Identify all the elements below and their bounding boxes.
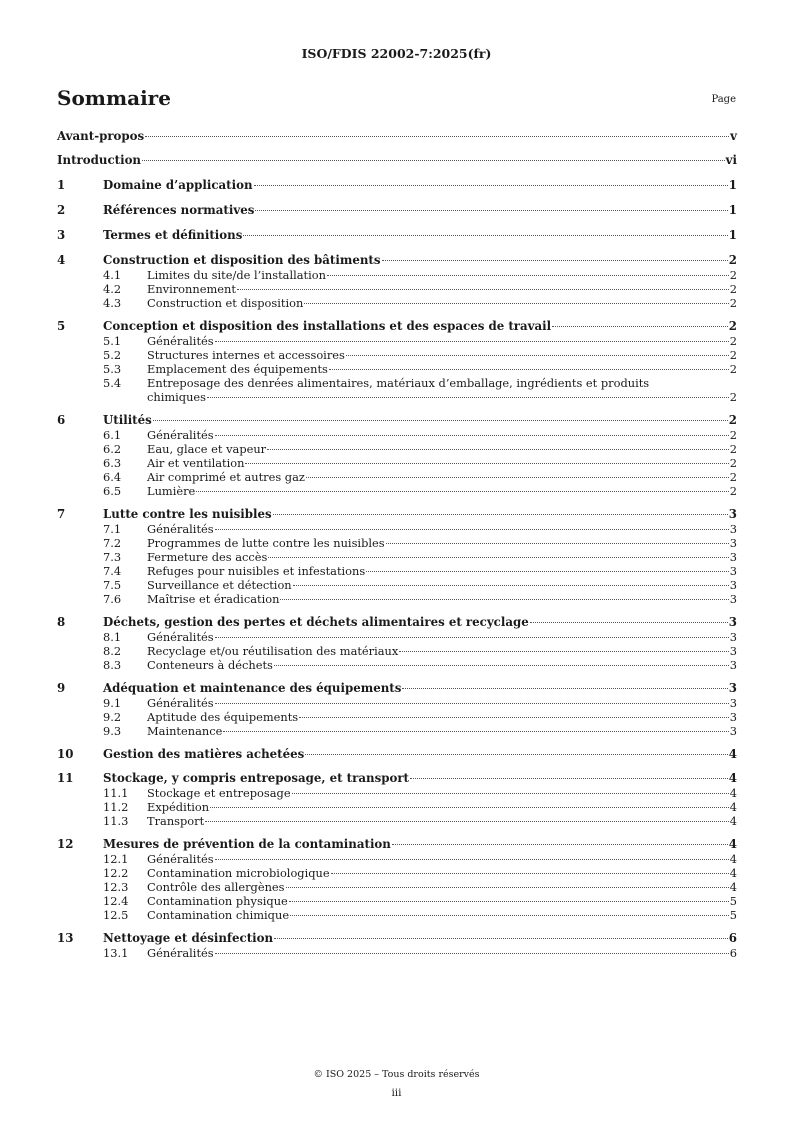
toc-entry-label: Généralités bbox=[147, 522, 214, 536]
toc-entry-page: 2 bbox=[728, 253, 737, 267]
toc-entry-page: 4 bbox=[728, 747, 737, 761]
toc-subsection-entry[interactable] bbox=[57, 550, 737, 564]
toc-entry-label: Structures internes et accessoires bbox=[147, 348, 345, 362]
toc-entry-number: 8.1 bbox=[103, 630, 122, 644]
toc-entry-label: Recyclage et/ou réutilisation des matériaux bbox=[147, 644, 399, 658]
toc-entry-number: 7.3 bbox=[103, 550, 122, 564]
toc-entry-page: 2 bbox=[729, 470, 737, 484]
toc-subsection-entry[interactable] bbox=[57, 296, 737, 310]
toc-entry-number: 12.4 bbox=[103, 894, 129, 908]
toc-entry-number: 9.1 bbox=[103, 696, 122, 710]
toc-subsection-entry[interactable] bbox=[57, 724, 737, 738]
dot-leader bbox=[402, 688, 727, 689]
toc-entry-label: Contamination microbiologique bbox=[147, 866, 330, 880]
toc-entry-page: 2 bbox=[729, 334, 737, 348]
toc-section-entry[interactable] bbox=[57, 770, 737, 786]
toc-entry-label: Limites du site/de l’installation bbox=[147, 268, 326, 282]
toc-entry-number: 5.2 bbox=[103, 348, 122, 362]
toc-entry-number: 5 bbox=[57, 319, 66, 333]
toc-entry-page: 3 bbox=[729, 522, 737, 536]
toc-subsection-entry[interactable] bbox=[57, 522, 737, 536]
toc-entry-page: 2 bbox=[728, 319, 737, 333]
toc-subsection-entry[interactable] bbox=[57, 696, 737, 710]
dot-leader bbox=[530, 622, 728, 623]
dot-leader bbox=[145, 136, 729, 137]
dot-leader bbox=[223, 731, 728, 732]
toc-entry-page: 2 bbox=[729, 282, 737, 296]
dot-leader bbox=[237, 289, 729, 290]
toc-entry-label: Mesures de prévention de la contamination bbox=[103, 837, 391, 851]
toc-entry-page: 4 bbox=[729, 852, 737, 866]
toc-entry-label: Généralités bbox=[147, 946, 214, 960]
toc-entry-page: 3 bbox=[729, 536, 737, 550]
toc-section-entry[interactable] bbox=[57, 680, 737, 696]
dot-leader bbox=[386, 543, 729, 544]
toc-entry-page: 2 bbox=[729, 362, 737, 376]
toc-entry-label: Eau, glace et vapeur bbox=[147, 442, 267, 456]
toc-entry-page: 3 bbox=[728, 681, 737, 695]
toc-subsection-entry[interactable] bbox=[57, 786, 737, 800]
toc-entry-page: 3 bbox=[729, 564, 737, 578]
toc-entry-number: 6.3 bbox=[103, 456, 122, 470]
toc-entry-number: 3 bbox=[57, 228, 66, 242]
toc-entry-page: 6 bbox=[729, 946, 737, 960]
toc-entry-number: 5.1 bbox=[103, 334, 122, 348]
toc-entry-page: 1 bbox=[728, 228, 737, 242]
toc-entry-page: 2 bbox=[729, 296, 737, 310]
toc-subsection-entry[interactable] bbox=[57, 282, 737, 296]
toc-entry-number: 8.2 bbox=[103, 644, 122, 658]
toc-entry-number: 12.2 bbox=[103, 866, 129, 880]
dot-leader bbox=[305, 754, 728, 755]
toc-subsection-entry[interactable] bbox=[57, 362, 737, 376]
dot-leader bbox=[327, 275, 729, 276]
dot-leader bbox=[331, 873, 729, 874]
toc-entry-label: Air comprimé et autres gaz bbox=[147, 470, 305, 484]
toc-entry-number: 6.5 bbox=[103, 484, 122, 498]
dot-leader bbox=[274, 665, 729, 666]
toc-subsection-entry[interactable] bbox=[57, 800, 737, 814]
toc-subsection-entry[interactable] bbox=[57, 470, 737, 484]
page-column-label: Page bbox=[711, 94, 736, 105]
toc-entry-page: 5 bbox=[729, 908, 737, 922]
toc-entry-label: Contamination chimique bbox=[147, 908, 290, 922]
toc-subsection-entry[interactable] bbox=[57, 658, 737, 672]
toc-entry-label: Contrôle des allergènes bbox=[147, 880, 285, 894]
toc-entry-label: Construction et disposition des bâtiments bbox=[103, 253, 381, 267]
toc-entry-number: 1 bbox=[57, 178, 66, 192]
dot-leader bbox=[215, 953, 729, 954]
dot-leader bbox=[329, 369, 729, 370]
toc-entry-number: 13.1 bbox=[103, 946, 129, 960]
toc-entry-number: 11.3 bbox=[103, 814, 129, 828]
toc-entry-page: 3 bbox=[729, 658, 737, 672]
dot-leader bbox=[254, 185, 728, 186]
dot-leader bbox=[273, 514, 728, 515]
dot-leader bbox=[215, 859, 729, 860]
toc-entry-label: Déchets, gestion des pertes et déchets alimentaires et recyclage bbox=[103, 615, 529, 629]
toc-entry-page: 4 bbox=[728, 771, 737, 785]
toc-entry-number: 6.2 bbox=[103, 442, 122, 456]
toc-entry-label: Fermeture des accès bbox=[147, 550, 268, 564]
toc-subsection-entry[interactable] bbox=[57, 592, 737, 606]
toc-entry-label: Généralités bbox=[147, 334, 214, 348]
toc-entry-label: Gestion des matières achetées bbox=[103, 747, 305, 761]
toc-entry-page: 4 bbox=[729, 786, 737, 800]
toc-entry-label: Programmes de lutte contre les nuisibles bbox=[147, 536, 385, 550]
toc-entry-label: Adéquation et maintenance des équipements bbox=[103, 681, 402, 695]
dot-leader bbox=[210, 807, 729, 808]
toc-section-entry[interactable] bbox=[57, 318, 737, 334]
toc-subsection-entry[interactable] bbox=[57, 644, 737, 658]
table-of-contents bbox=[57, 129, 737, 960]
toc-section-entry[interactable] bbox=[57, 746, 737, 762]
toc-entry-page: 5 bbox=[729, 894, 737, 908]
dot-leader bbox=[280, 599, 728, 600]
toc-entry-number: 6 bbox=[57, 413, 66, 427]
toc-entry-label: Entreposage des denrées alimentaires, matériaux d’emballage, ingrédients et produits bbox=[147, 376, 650, 390]
toc-entry-page: 2 bbox=[729, 442, 737, 456]
dot-leader bbox=[292, 793, 729, 794]
toc-entry-number: 4.1 bbox=[103, 268, 122, 282]
toc-entry-label: Air et ventilation bbox=[147, 456, 245, 470]
toc-entry-label: Lumière bbox=[147, 484, 196, 498]
dot-leader bbox=[267, 449, 729, 450]
toc-entry-page: 4 bbox=[729, 800, 737, 814]
toc-entry-number: 11 bbox=[57, 771, 74, 785]
toc-entry-number: 10 bbox=[57, 747, 74, 761]
toc-entry-label: Généralités bbox=[147, 852, 214, 866]
toc-subsection-entry[interactable] bbox=[57, 268, 737, 282]
toc-subsection-entry[interactable] bbox=[57, 536, 737, 550]
toc-entry-page: vi bbox=[725, 153, 737, 167]
toc-subsection-entry[interactable] bbox=[57, 880, 737, 894]
toc-entry-number: 7.2 bbox=[103, 536, 122, 550]
dot-leader bbox=[552, 326, 728, 327]
toc-entry-label: Aptitude des équipements bbox=[147, 710, 299, 724]
toc-entry-page: 6 bbox=[728, 931, 737, 945]
toc-subsection-entry[interactable] bbox=[57, 630, 737, 644]
toc-entry-page: 3 bbox=[729, 710, 737, 724]
toc-entry-label: Termes et définitions bbox=[103, 228, 243, 242]
toc-entry-number: 12.1 bbox=[103, 852, 129, 866]
dot-leader bbox=[207, 397, 729, 398]
toc-subsection-entry[interactable] bbox=[57, 710, 737, 724]
toc-entry-number: 6.4 bbox=[103, 470, 122, 484]
toc-entry-number: 11.1 bbox=[103, 786, 129, 800]
toc-entry-page: 2 bbox=[728, 413, 737, 427]
document-id-header: ISO/FDIS 22002-7:2025(fr) bbox=[301, 46, 492, 61]
toc-entry[interactable] bbox=[57, 376, 737, 404]
dot-leader bbox=[274, 938, 728, 939]
dot-leader bbox=[196, 491, 728, 492]
toc-entry-page: 1 bbox=[728, 203, 737, 217]
toc-entry-label: Généralités bbox=[147, 696, 214, 710]
toc-entry-label: Refuges pour nuisibles et infestations bbox=[147, 564, 366, 578]
toc-entry-number: 7.4 bbox=[103, 564, 122, 578]
toc-entry-label: Conteneurs à déchets bbox=[147, 658, 273, 672]
toc-entry-number: 7.1 bbox=[103, 522, 122, 536]
toc-entry-label: Lutte contre les nuisibles bbox=[103, 507, 272, 521]
toc-entry-number: 12.3 bbox=[103, 880, 129, 894]
dot-leader bbox=[243, 235, 727, 236]
toc-entry-page: 2 bbox=[729, 268, 737, 282]
toc-subsection-entry[interactable] bbox=[57, 442, 737, 456]
toc-section-entry[interactable] bbox=[57, 506, 737, 522]
toc-entry-label: Contamination physique bbox=[147, 894, 288, 908]
toc-entry-page: 3 bbox=[729, 724, 737, 738]
toc-entry-label: Généralités bbox=[147, 428, 214, 442]
toc-entry-number: 9 bbox=[57, 681, 66, 695]
toc-entry-label: Introduction bbox=[57, 153, 142, 167]
toc-entry-number: 9.3 bbox=[103, 724, 122, 738]
dot-leader bbox=[399, 651, 728, 652]
toc-entry-label: Maîtrise et éradication bbox=[147, 592, 280, 606]
dot-leader bbox=[215, 703, 729, 704]
toc-entry-page: 2 bbox=[729, 484, 737, 498]
toc-entry-page: 4 bbox=[729, 880, 737, 894]
toc-entry-page: 3 bbox=[728, 507, 737, 521]
toc-entry-page: 3 bbox=[728, 615, 737, 629]
dot-leader bbox=[215, 435, 729, 436]
dot-leader bbox=[215, 341, 729, 342]
dot-leader bbox=[286, 887, 729, 888]
toc-entry-page: 3 bbox=[729, 644, 737, 658]
dot-leader bbox=[290, 915, 729, 916]
toc-entry-label: Expédition bbox=[147, 800, 210, 814]
toc-entry-label: Environnement bbox=[147, 282, 236, 296]
toc-subsection-entry[interactable] bbox=[57, 866, 737, 880]
dot-leader bbox=[205, 821, 729, 822]
toc-entry-number: 6.1 bbox=[103, 428, 122, 442]
toc-subsection-entry[interactable] bbox=[57, 484, 737, 498]
toc-subsection-entry[interactable] bbox=[57, 348, 737, 362]
toc-entry-number: 11.2 bbox=[103, 800, 129, 814]
toc-entry-label: Transport bbox=[147, 814, 205, 828]
toc-subsection-entry[interactable] bbox=[57, 564, 737, 578]
toc-entry-label: Domaine d’application bbox=[103, 178, 253, 192]
dot-leader bbox=[153, 420, 728, 421]
toc-entry-label: Stockage, y compris entreposage, et transport bbox=[103, 771, 409, 785]
toc-entry-page: 3 bbox=[729, 550, 737, 564]
toc-section-entry[interactable] bbox=[57, 202, 737, 218]
copyright-footer: © ISO 2025 – Tous droits réservés bbox=[313, 1069, 480, 1080]
toc-entry-number: 4 bbox=[57, 253, 66, 267]
toc-entry-label: Construction et disposition bbox=[147, 296, 304, 310]
toc-section-entry[interactable] bbox=[57, 930, 737, 946]
toc-entry-number: 5.3 bbox=[103, 362, 122, 376]
toc-entry-number: 8.3 bbox=[103, 658, 122, 672]
toc-entry-number: 7 bbox=[57, 507, 66, 521]
toc-entry-page: 4 bbox=[729, 814, 737, 828]
toc-entry-label: Références normatives bbox=[103, 203, 255, 217]
toc-entry-page: 2 bbox=[729, 428, 737, 442]
dot-leader bbox=[392, 844, 728, 845]
toc-entry-label: Généralités bbox=[147, 630, 214, 644]
toc-subsection-entry[interactable] bbox=[57, 908, 737, 922]
toc-entry-number: 8 bbox=[57, 615, 66, 629]
toc-entry-page: 2 bbox=[729, 456, 737, 470]
toc-section-entry[interactable] bbox=[57, 129, 737, 143]
dot-leader bbox=[382, 260, 728, 261]
dot-leader bbox=[268, 557, 728, 558]
page-number: iii bbox=[391, 1087, 402, 1099]
dot-leader bbox=[255, 210, 727, 211]
toc-section-entry[interactable] bbox=[57, 836, 737, 852]
dot-leader bbox=[410, 778, 728, 779]
toc-entry-number: 9.2 bbox=[103, 710, 122, 724]
dot-leader bbox=[293, 585, 729, 586]
dot-leader bbox=[346, 355, 729, 356]
dot-leader bbox=[366, 571, 729, 572]
toc-entry-number: 2 bbox=[57, 203, 66, 217]
toc-entry-page: 3 bbox=[729, 592, 737, 606]
toc-entry-number: 12.5 bbox=[103, 908, 129, 922]
dot-leader bbox=[304, 303, 728, 304]
toc-subsection-entry[interactable] bbox=[57, 578, 737, 592]
dot-leader bbox=[142, 160, 725, 161]
toc-entry-label: Emplacement des équipements bbox=[147, 362, 328, 376]
toc-entry-page: 3 bbox=[729, 630, 737, 644]
dot-leader bbox=[299, 717, 729, 718]
toc-entry-number: 13 bbox=[57, 931, 74, 945]
toc-section-entry[interactable] bbox=[57, 614, 737, 630]
toc-subsection-entry[interactable] bbox=[57, 894, 737, 908]
toc-entry-label: Utilités bbox=[103, 413, 152, 427]
dot-leader bbox=[306, 477, 729, 478]
toc-entry-page: 4 bbox=[729, 866, 737, 880]
toc-entry-label: Surveillance et détection bbox=[147, 578, 292, 592]
toc-entry-page: 4 bbox=[728, 837, 737, 851]
toc-entry-number: 4.2 bbox=[103, 282, 122, 296]
toc-entry-number: 4.3 bbox=[103, 296, 122, 310]
toc-section-entry[interactable] bbox=[57, 412, 737, 428]
toc-section-entry[interactable] bbox=[57, 252, 737, 268]
toc-entry-page: 3 bbox=[729, 696, 737, 710]
toc-section-entry[interactable] bbox=[57, 227, 737, 243]
toc-section-entry[interactable] bbox=[57, 152, 737, 168]
dot-leader bbox=[215, 637, 729, 638]
toc-entry-page: v bbox=[730, 129, 737, 143]
page-title: Sommaire bbox=[57, 86, 171, 110]
toc-entry-label: Stockage et entreposage bbox=[147, 786, 291, 800]
toc-entry-page: 2 bbox=[729, 390, 737, 404]
toc-entry-page: 3 bbox=[729, 578, 737, 592]
toc-entry-number: 7.6 bbox=[103, 592, 122, 606]
toc-entry-label: Nettoyage et désinfection bbox=[103, 931, 274, 945]
toc-entry-label: Maintenance bbox=[147, 724, 223, 738]
toc-entry-label: Conception et disposition des installations et des espaces de travail bbox=[103, 319, 552, 333]
toc-subsection-entry[interactable] bbox=[57, 814, 737, 828]
toc-subsection-entry[interactable] bbox=[57, 852, 737, 866]
toc-entry-number: 12 bbox=[57, 837, 74, 851]
toc-entry-label: Avant-propos bbox=[57, 129, 145, 143]
dot-leader bbox=[215, 529, 729, 530]
toc-section-entry[interactable] bbox=[57, 177, 737, 193]
toc-entry-number: 7.5 bbox=[103, 578, 122, 592]
toc-entry-page: 2 bbox=[729, 348, 737, 362]
toc-subsection-entry[interactable] bbox=[57, 428, 737, 442]
toc-entry-page: 1 bbox=[728, 178, 737, 192]
toc-subsection-entry[interactable] bbox=[57, 946, 737, 960]
toc-subsection-entry[interactable] bbox=[57, 334, 737, 348]
toc-entry-number: 5.4 bbox=[103, 376, 122, 390]
dot-leader bbox=[289, 901, 729, 902]
dot-leader bbox=[245, 463, 728, 464]
toc-entry-label-continued: chimiques bbox=[147, 390, 207, 404]
toc-subsection-entry[interactable] bbox=[57, 456, 737, 470]
